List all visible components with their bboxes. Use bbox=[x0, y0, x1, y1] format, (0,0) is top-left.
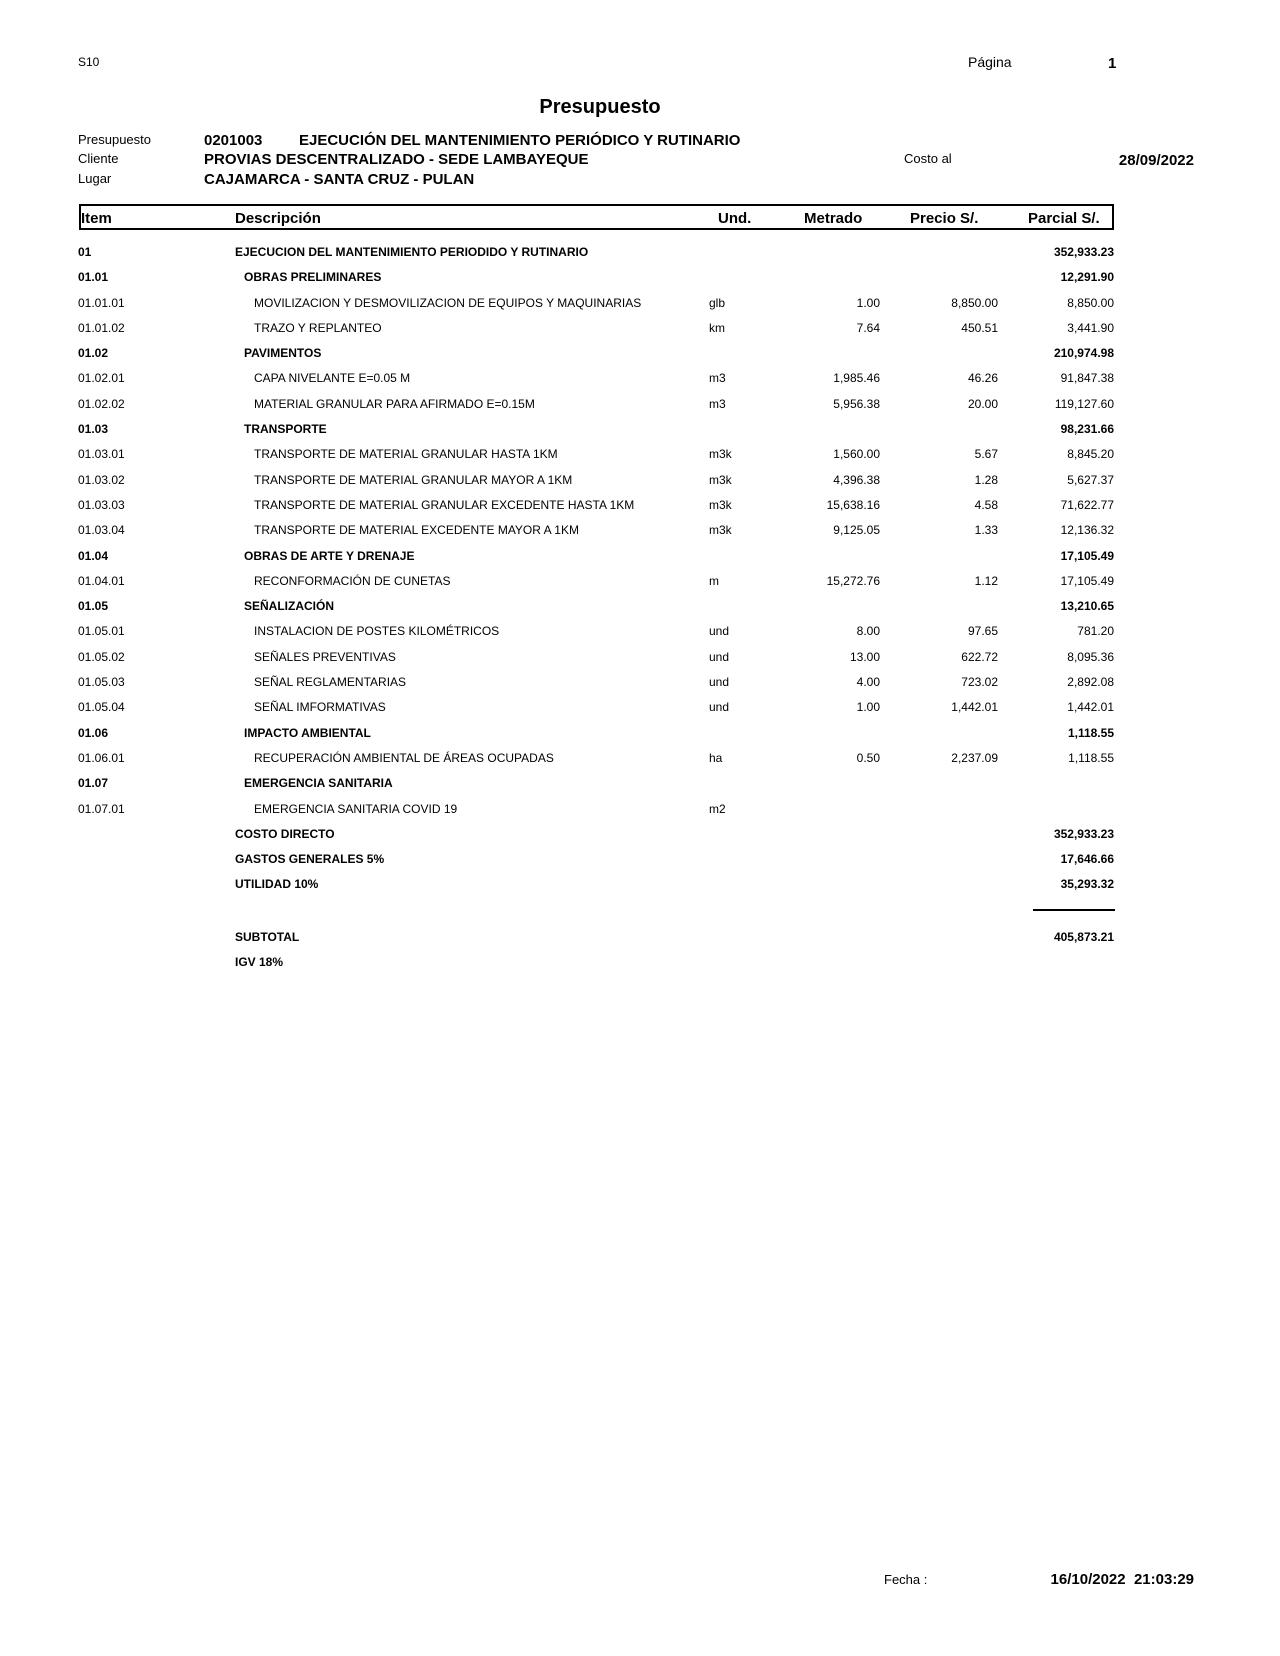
subtotal-block bbox=[0, 925, 1200, 976]
column-header bbox=[79, 204, 1114, 230]
row-parcial: 1,118.55 bbox=[1067, 725, 1114, 740]
row-parcial: 71,622.77 bbox=[1060, 497, 1114, 512]
row-parcial: 8,850.00 bbox=[1067, 295, 1114, 310]
row-description: SEÑALIZACIÓN bbox=[244, 599, 334, 614]
row-description: TRAZO Y REPLANTEO bbox=[254, 320, 382, 335]
table-row bbox=[0, 695, 1200, 720]
row-metrado: 1.00 bbox=[856, 700, 880, 715]
row-description: TRANSPORTE DE MATERIAL GRANULAR MAYOR A 1KM bbox=[254, 472, 573, 487]
row-metrado: 4.00 bbox=[856, 675, 880, 690]
row-precio: 20.00 bbox=[967, 396, 998, 411]
row-item: 01.02.02 bbox=[78, 396, 125, 411]
row-metrado: 7.64 bbox=[856, 320, 880, 335]
software-label: S10 bbox=[78, 55, 100, 69]
table-row bbox=[0, 341, 1200, 366]
row-precio: 97.65 bbox=[967, 624, 998, 639]
row-description: SEÑAL REGLAMENTARIAS bbox=[254, 675, 407, 690]
row-parcial: 352,933.23 bbox=[1053, 245, 1114, 259]
table-row bbox=[0, 544, 1200, 569]
subtotal-row bbox=[0, 925, 1200, 950]
table-row bbox=[0, 619, 1200, 644]
row-description: PAVIMENTOS bbox=[244, 346, 322, 361]
table-row bbox=[0, 771, 1200, 796]
row-item: 01.06 bbox=[78, 725, 109, 740]
table-row bbox=[0, 240, 1200, 265]
col-und: Und. bbox=[718, 210, 752, 227]
row-metrado: 15,272.76 bbox=[826, 573, 880, 588]
subtotal-value: 405,873.21 bbox=[1053, 930, 1114, 944]
col-parcial: Parcial S/. bbox=[1028, 210, 1100, 227]
row-parcial: 17,646.66 bbox=[1060, 852, 1114, 867]
row-parcial: 3,441.90 bbox=[1067, 320, 1114, 335]
row-unit: und bbox=[709, 675, 730, 690]
igv-label: IGV 18% bbox=[235, 955, 284, 970]
row-item: 01.02.01 bbox=[78, 371, 125, 386]
row-parcial: 119,127.60 bbox=[1054, 396, 1114, 411]
row-parcial: 5,627.37 bbox=[1067, 472, 1114, 487]
row-parcial: 98,231.66 bbox=[1060, 422, 1114, 437]
row-description: OBRAS PRELIMINARES bbox=[244, 270, 382, 285]
row-parcial: 91,847.38 bbox=[1060, 371, 1114, 386]
row-description: TRANSPORTE DE MATERIAL GRANULAR HASTA 1KM bbox=[254, 447, 558, 462]
col-descripcion: Descripción bbox=[235, 210, 321, 227]
budget-table bbox=[0, 240, 1200, 898]
row-unit: m3k bbox=[709, 497, 732, 512]
row-metrado: 1,985.46 bbox=[833, 371, 880, 386]
table-row bbox=[0, 316, 1200, 341]
row-unit: m3k bbox=[709, 523, 732, 538]
cliente-value: PROVIAS DESCENTRALIZADO - SEDE LAMBAYEQUE bbox=[204, 151, 589, 168]
row-item: 01.02 bbox=[78, 346, 109, 361]
row-precio: 1.12 bbox=[974, 573, 998, 588]
row-unit: km bbox=[709, 320, 725, 335]
row-metrado: 1.00 bbox=[856, 295, 880, 310]
row-description: OBRAS DE ARTE Y DRENAJE bbox=[244, 548, 415, 563]
row-parcial: 12,291.90 bbox=[1060, 270, 1114, 285]
row-item: 01.05.02 bbox=[78, 649, 125, 664]
row-item: 01.03.01 bbox=[78, 447, 125, 462]
row-parcial: 352,933.23 bbox=[1053, 826, 1114, 841]
row-unit: m3k bbox=[709, 472, 732, 487]
row-description: EMERGENCIA SANITARIA COVID 19 bbox=[254, 801, 458, 816]
row-parcial: 2,892.08 bbox=[1067, 675, 1114, 690]
row-parcial: 35,293.32 bbox=[1060, 877, 1114, 892]
costo-label: Costo al bbox=[904, 151, 952, 166]
row-item: 01.03.02 bbox=[78, 472, 125, 487]
row-description: TRANSPORTE DE MATERIAL EXCEDENTE MAYOR A 1KM bbox=[254, 523, 579, 538]
costo-date: 28/09/2022 bbox=[1118, 152, 1194, 169]
row-description: RECONFORMACIÓN DE CUNETAS bbox=[254, 573, 451, 588]
fecha-label: Fecha : bbox=[884, 1572, 928, 1587]
presupuesto-name: EJECUCIÓN DEL MANTENIMIENTO PERIÓDICO Y RUTINARIO bbox=[299, 132, 741, 149]
col-precio: Precio S/. bbox=[910, 210, 979, 227]
table-row bbox=[0, 291, 1200, 316]
row-metrado: 15,638.16 bbox=[826, 497, 880, 512]
table-row bbox=[0, 468, 1200, 493]
row-item: 01.01.01 bbox=[78, 295, 125, 310]
table-row bbox=[0, 645, 1200, 670]
row-metrado: 5,956.38 bbox=[833, 396, 880, 411]
row-metrado: 4,396.38 bbox=[833, 472, 880, 487]
row-unit: m3 bbox=[709, 371, 726, 386]
row-parcial: 12,136.32 bbox=[1060, 523, 1114, 538]
row-precio: 8,850.00 bbox=[951, 295, 998, 310]
row-item: 01.05 bbox=[78, 599, 109, 614]
row-precio: 450.51 bbox=[961, 320, 998, 335]
row-parcial: 8,095.36 bbox=[1067, 649, 1114, 664]
row-description: RECUPERACIÓN AMBIENTAL DE ÁREAS OCUPADAS bbox=[254, 750, 554, 765]
row-metrado: 8.00 bbox=[856, 624, 880, 639]
row-item: 01.04.01 bbox=[78, 573, 125, 588]
subtotal-label: SUBTOTAL bbox=[235, 930, 300, 944]
row-unit: m3k bbox=[709, 447, 732, 462]
row-unit: und bbox=[709, 624, 730, 639]
row-metrado: 13.00 bbox=[849, 649, 880, 664]
row-description: GASTOS GENERALES 5% bbox=[235, 852, 385, 867]
row-description: COSTO DIRECTO bbox=[235, 826, 335, 841]
row-unit: und bbox=[709, 700, 730, 715]
row-metrado: 1,560.00 bbox=[833, 447, 880, 462]
table-row bbox=[0, 417, 1200, 442]
row-unit: ha bbox=[709, 750, 723, 765]
row-item: 01.05.04 bbox=[78, 700, 125, 715]
row-item: 01.05.03 bbox=[78, 675, 125, 690]
igv-row bbox=[0, 950, 1200, 975]
row-parcial: 210,974.98 bbox=[1053, 346, 1114, 361]
row-unit: glb bbox=[709, 295, 726, 310]
row-item: 01.05.01 bbox=[78, 624, 125, 639]
row-precio: 1,442.01 bbox=[951, 700, 998, 715]
table-row bbox=[0, 721, 1200, 746]
row-parcial: 1,118.55 bbox=[1068, 750, 1114, 765]
row-item: 01.03.04 bbox=[78, 523, 125, 538]
row-unit: m bbox=[709, 573, 719, 588]
table-row bbox=[0, 392, 1200, 417]
row-item: 01.07.01 bbox=[78, 801, 125, 816]
row-parcial: 17,105.49 bbox=[1060, 573, 1114, 588]
row-precio: 5.67 bbox=[974, 447, 998, 462]
row-parcial: 781.20 bbox=[1077, 624, 1114, 639]
row-metrado: 0.50 bbox=[856, 750, 880, 765]
table-row bbox=[0, 569, 1200, 594]
row-item: 01.03.03 bbox=[78, 497, 125, 512]
page-number: 1 bbox=[1108, 55, 1117, 72]
row-item: 01.01.02 bbox=[78, 320, 125, 335]
document-title: Presupuesto bbox=[539, 96, 661, 118]
row-description: CAPA NIVELANTE E=0.05 M bbox=[254, 371, 411, 386]
table-row bbox=[0, 670, 1200, 695]
row-precio: 1.28 bbox=[974, 472, 998, 487]
row-item: 01.03 bbox=[78, 422, 109, 437]
lugar-value: CAJAMARCA - SANTA CRUZ - PULAN bbox=[204, 171, 475, 188]
table-row bbox=[0, 872, 1200, 897]
row-precio: 622.72 bbox=[961, 649, 998, 664]
table-row bbox=[0, 265, 1200, 290]
fecha-value: 16/10/2022 21:03:29 bbox=[1050, 1571, 1194, 1588]
row-precio: 4.58 bbox=[974, 497, 998, 512]
table-row bbox=[0, 746, 1200, 771]
row-precio: 2,237.09 bbox=[951, 750, 998, 765]
table-row bbox=[0, 847, 1200, 872]
row-description: MATERIAL GRANULAR PARA AFIRMADO E=0.15M bbox=[254, 396, 535, 411]
table-row bbox=[0, 594, 1200, 619]
totals-rule bbox=[1033, 909, 1115, 911]
table-row bbox=[0, 366, 1200, 391]
row-unit: m3 bbox=[709, 396, 726, 411]
row-precio: 1.33 bbox=[974, 523, 998, 538]
row-item: 01.04 bbox=[78, 548, 109, 563]
table-row bbox=[0, 797, 1200, 822]
cliente-label: Cliente bbox=[78, 151, 119, 166]
page-label: Página bbox=[968, 54, 1012, 70]
row-item: 01.07 bbox=[78, 776, 109, 791]
row-description: IMPACTO AMBIENTAL bbox=[244, 725, 371, 740]
row-description: MOVILIZACION Y DESMOVILIZACION DE EQUIPOS Y MAQUINARIAS bbox=[254, 295, 642, 310]
row-description: EMERGENCIA SANITARIA bbox=[244, 776, 393, 791]
col-metrado: Metrado bbox=[804, 210, 863, 227]
row-description: EJECUCION DEL MANTENIMIENTO PERIODIDO Y RUTINARIO bbox=[235, 245, 589, 259]
lugar-label: Lugar bbox=[78, 171, 112, 186]
table-row bbox=[0, 493, 1200, 518]
presupuesto-code: 0201003 bbox=[204, 132, 263, 149]
row-item: 01 bbox=[78, 245, 92, 259]
table-row bbox=[0, 822, 1200, 847]
row-metrado: 9,125.05 bbox=[833, 523, 880, 538]
row-item: 01.01 bbox=[78, 270, 109, 285]
row-item: 01.06.01 bbox=[78, 750, 125, 765]
row-unit: m2 bbox=[709, 801, 726, 816]
row-description: SEÑALES PREVENTIVAS bbox=[254, 649, 396, 664]
row-unit: und bbox=[709, 649, 730, 664]
row-description: TRANSPORTE bbox=[244, 422, 327, 437]
row-precio: 723.02 bbox=[961, 675, 998, 690]
row-parcial: 17,105.49 bbox=[1060, 548, 1114, 563]
row-description: SEÑAL IMFORMATIVAS bbox=[254, 700, 386, 715]
row-description: TRANSPORTE DE MATERIAL GRANULAR EXCEDENTE HASTA 1KM bbox=[254, 497, 635, 512]
col-item: Item bbox=[81, 210, 112, 227]
row-parcial: 8,845.20 bbox=[1067, 447, 1114, 462]
table-row bbox=[0, 518, 1200, 543]
row-parcial: 1,442.01 bbox=[1067, 700, 1114, 715]
table-row bbox=[0, 442, 1200, 467]
row-description: INSTALACION DE POSTES KILOMÉTRICOS bbox=[254, 624, 500, 639]
row-description: UTILIDAD 10% bbox=[235, 877, 319, 892]
row-precio: 46.26 bbox=[967, 371, 998, 386]
row-parcial: 13,210.65 bbox=[1060, 599, 1114, 614]
presupuesto-label: Presupuesto bbox=[78, 132, 151, 147]
